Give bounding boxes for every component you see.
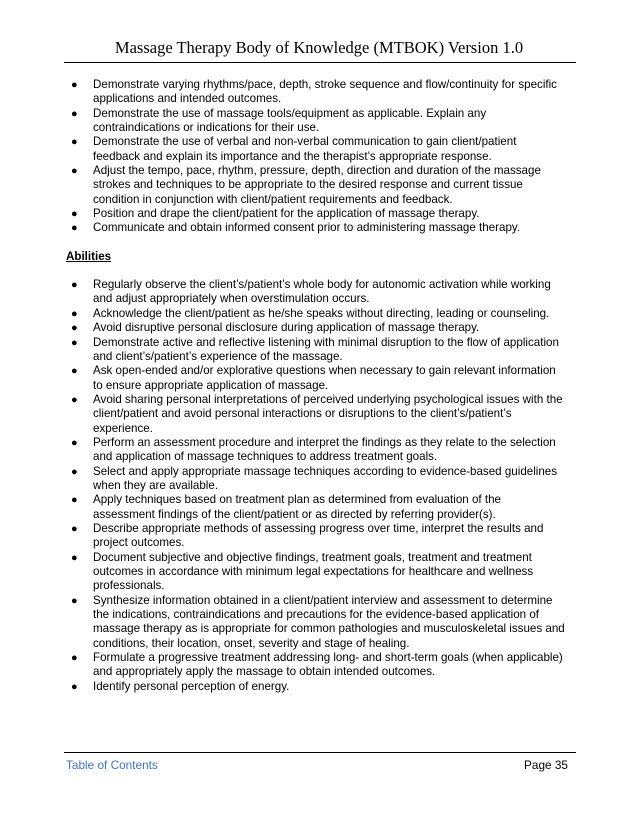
list-item [66,465,566,494]
bullet-icon: ● [71,307,78,320]
list-item-text: Adjust the tempo, pace, rhythm, pressure, depth, direction and duration of the massage strokes and techniques to be appropriate to the desired response and current tissue condition in conjunction with client/patient requirements and feedback. [93,164,541,206]
bullet-icon: ● [71,365,78,378]
bullet-icon: ● [71,279,78,292]
bullet-icon: ● [71,322,78,335]
footer-divider [64,752,576,753]
header-divider [64,62,576,63]
abilities-heading: Abilities [66,249,112,263]
list-item [66,135,566,164]
list-item [66,307,566,321]
list-item-text: Ask open-ended and/or explorative questions when necessary to gain relevant information to ensure appropriate application of massage. [93,364,556,392]
list-item [66,551,566,594]
bullet-icon: ● [71,208,78,221]
list-item-text: Acknowledge the client/patient as he/she speaks without directing, leading or counseling. [93,306,550,320]
page-header-title: Massage Therapy Body of Knowledge (MTBOK) Version 1.0 [114,38,524,57]
list-item [66,364,566,393]
list-item-text: Perform an assessment procedure and interpret the findings as they relate to the selection and application of massage techniques to address treatment goals. [93,435,556,464]
list-item-text: Document subjective and objective findings, treatment goals, treatment and treatment outcomes in accordance with minimum legal expectations for healthcare and wellness professionals. [93,550,534,593]
skills-list [66,78,566,236]
list-item-text: Formulate a progressive treatment addressing long- and short-term goals (when applicable) and appropriately apply the massage to obtain intended outcomes. [93,651,563,679]
list-item-text: Apply techniques based on treatment plan as determined from evaluation of the assessment findings of the client/patient or as directed by referring provider(s). [93,493,501,521]
bullet-icon: ● [71,652,78,665]
list-item [66,336,566,365]
table-of-contents-link[interactable]: Table of Contents [66,758,158,772]
list-item [66,393,566,436]
list-item [66,321,566,335]
list-item [66,107,566,136]
bullet-icon: ● [71,494,78,507]
list-item [66,221,566,235]
abilities-list [66,278,566,694]
list-item-text: Position and drape the client/patient for the application of massage therapy. [93,207,480,221]
bullet-icon: ● [71,336,78,349]
bullet-icon: ● [71,522,78,535]
list-item-text: Demonstrate active and reflective listening with minimal disruption to the flow of application and client’s/patient’s experience of the massage. [93,335,559,363]
bullet-icon: ● [71,436,78,449]
list-item [66,78,566,107]
page-content [66,78,566,694]
list-item [66,680,566,694]
list-item [66,207,566,221]
list-item [66,164,566,207]
bullet-icon: ● [71,107,78,120]
list-item-text: Synthesize information obtained in a client/patient interview and assessment to determine the indications, contraindications and precautions for the evidence-based application of massage therapy as is appropriate for common pathologies and musculoskeletal issues and conditions, their location, onset, severity and stage of healing. [93,593,565,650]
list-item [66,594,566,651]
bullet-icon: ● [71,136,78,149]
list-item-text: Avoid disruptive personal disclosure during application of massage therapy. [93,321,480,335]
bullet-icon: ● [71,680,78,693]
list-item-text: Select and apply appropriate massage techniques according to evidence-based guidelines when they are available. [93,464,558,492]
list-item [66,522,566,551]
bullet-icon: ● [71,594,78,607]
list-item [66,436,566,465]
bullet-icon: ● [71,551,78,564]
list-item-text: Regularly observe the client’s/patient’s whole body for autonomic activation while working and adjust appropriately when overstimulation occurs. [93,278,551,306]
list-item [66,278,566,307]
list-item-text: Identify personal perception of energy. [93,679,290,693]
bullet-icon: ● [71,165,78,178]
list-item-text: Demonstrate the use of massage tools/equipment as applicable. Explain any contraindications or indications for their use. [93,106,487,135]
list-item-text: Avoid sharing personal interpretations of perceived underlying psychological issues with the client/patient and avoid personal interactions or disruptions to the client’s/patient’s experience. [93,392,563,435]
list-item-text: Communicate and obtain informed consent prior to administering massage therapy. [93,221,521,235]
list-item-text: Describe appropriate methods of assessing progress over time, interpret the results and project outcomes. [93,521,544,550]
bullet-icon: ● [71,393,78,406]
bullet-icon: ● [71,79,78,91]
list-item-text: Demonstrate the use of verbal and non-verbal communication to gain client/patient feedback and explain its importance and the therapist’s appropriate response. [93,135,517,163]
bullet-icon: ● [71,465,78,478]
list-item [66,651,566,680]
page-number: Page 35 [524,758,568,772]
list-item [66,493,566,522]
list-item-text: Demonstrate varying rhythms/pace, depth, stroke sequence and flow/continuity for specific applications and intended outcomes. [93,78,557,106]
bullet-icon: ● [71,222,78,235]
